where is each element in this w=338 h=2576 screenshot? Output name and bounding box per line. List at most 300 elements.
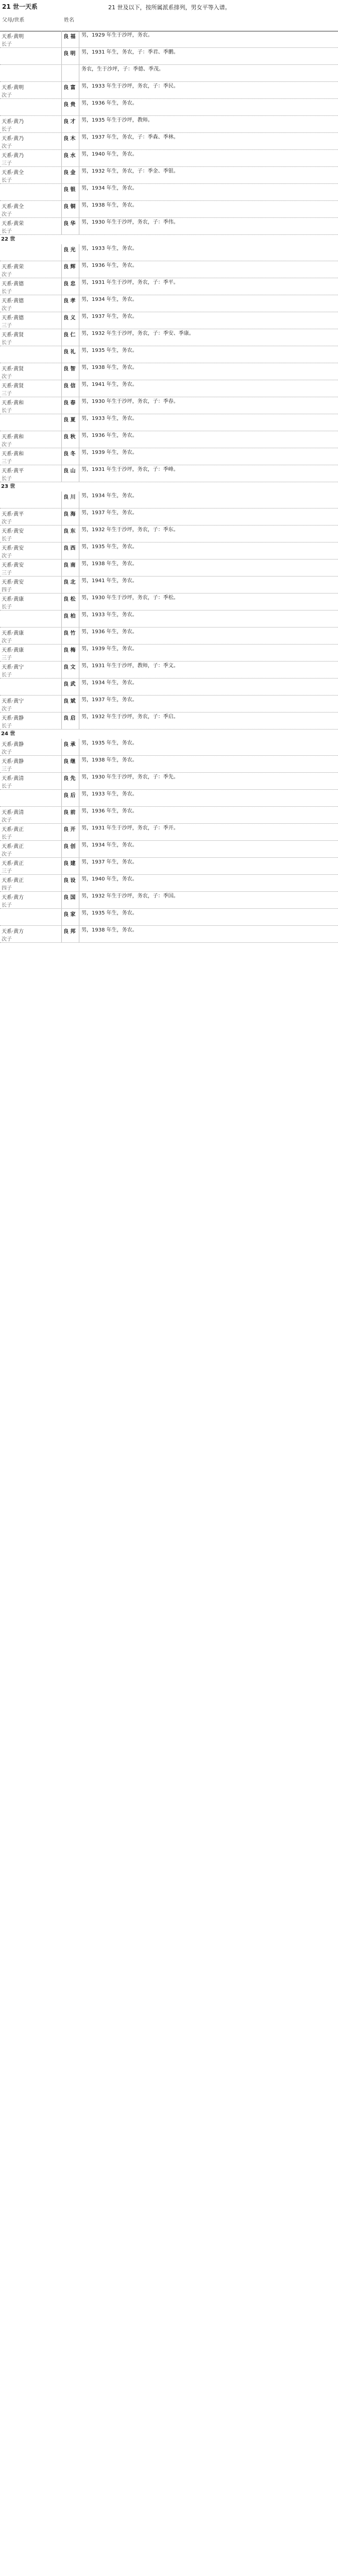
branch-relation: 三子 [2, 161, 12, 166]
branch-cell [0, 926, 62, 942]
branch-cell [0, 201, 62, 217]
member-description: 男，1937 年生，务农。 [81, 697, 138, 703]
member-name: 良 竹 [62, 628, 79, 644]
member-description: 男，1934 年生，务农。 [81, 297, 138, 302]
branch-cell [0, 116, 62, 132]
member-description: 男，1937 年生，务农。 [81, 510, 138, 516]
branch-parent: 天系·黄贤 [2, 332, 24, 338]
branch-relation: 长子 [2, 476, 12, 482]
member-name: 良 孝 [62, 295, 79, 312]
member-description: 男，1938 年生，务农。 [81, 561, 138, 567]
member-name: 良 创 [62, 841, 79, 857]
member-description: 男，1938 年生，务农。 [81, 365, 138, 370]
table-row [0, 926, 338, 943]
branch-cell [0, 679, 62, 695]
branch-parent: 天系·黄静 [2, 742, 24, 748]
member-name: 良 山 [62, 465, 79, 482]
branch-parent: 天系·黄乃 [2, 136, 24, 142]
member-description: 男，1934 年生，务农。 [81, 842, 138, 848]
member-name: 良 前 [62, 807, 79, 823]
table-row [0, 713, 338, 730]
member-name: 良 先 [62, 773, 79, 789]
member-description: 男，1935 年生，务农。 [81, 348, 138, 353]
member-description: 男，1931 年生于沙坪，务农，子：季峰。 [81, 467, 179, 472]
member-name: 良 继 [62, 756, 79, 772]
generation-marker [0, 235, 338, 244]
branch-relation: 次子 [2, 93, 12, 98]
branch-cell [0, 278, 62, 295]
branch-cell [0, 99, 62, 115]
member-name: 良 斌 [62, 696, 79, 712]
branch-parent: 天系·黄宁 [2, 665, 24, 670]
member-name: 良 银 [62, 184, 79, 200]
member-description: 男，1933 年生，务农。 [81, 246, 138, 251]
table-row [0, 218, 338, 235]
generation-label: 21 世一天系 [2, 3, 38, 10]
member-name: 良 仁 [62, 329, 79, 346]
table-row [0, 892, 338, 909]
branch-cell [0, 526, 62, 542]
member-name: 良 武 [62, 679, 79, 695]
branch-cell [0, 824, 62, 840]
member-name: 良 建 [62, 858, 79, 874]
branch-relation: 四子 [2, 886, 12, 891]
branch-cell [0, 509, 62, 525]
table-row [0, 167, 338, 184]
branch-relation: 次子 [2, 852, 12, 857]
branch-relation: 长子 [2, 835, 12, 840]
branch-relation: 长子 [2, 903, 12, 908]
table-row [0, 611, 338, 628]
branch-relation: 三子 [2, 869, 12, 874]
member-name: 良 光 [62, 244, 79, 261]
table-row [0, 543, 338, 560]
branch-relation: 长子 [2, 229, 12, 234]
member-name: 良 贵 [62, 99, 79, 115]
member-name: 良 礼 [62, 346, 79, 363]
member-description: 男，1930 年生于沙坪，务农，子：季松。 [81, 595, 179, 601]
branch-cell [0, 184, 62, 200]
branch-parent: 天系·黄全 [2, 170, 24, 176]
branch-relation: 次子 [2, 638, 12, 644]
table-row [0, 773, 338, 790]
member-name: 良 明 [62, 48, 79, 64]
branch-parent: 天系·黄和 [2, 400, 24, 406]
branch-relation: 次子 [2, 272, 12, 278]
member-description: 男，1933 年生，务农。 [81, 416, 138, 421]
branch-cell [0, 628, 62, 644]
col-branch-header: 父母/世系 [2, 18, 25, 23]
table-row [0, 397, 338, 414]
table-row [0, 244, 338, 261]
branch-relation: 长子 [2, 408, 12, 414]
member-name: 良 辉 [62, 261, 79, 278]
table-row [0, 594, 338, 611]
member-name: 良 承 [62, 739, 79, 755]
branch-cell [0, 841, 62, 857]
member-name: 良 邦 [62, 926, 79, 942]
branch-relation: 长子 [2, 178, 12, 183]
table-row [0, 312, 338, 329]
member-description: 男，1939 年生，务农。 [81, 646, 138, 652]
member-description: 男，1929 年生于沙坪，务农。 [81, 32, 153, 38]
branch-cell [0, 594, 62, 610]
branch-cell [0, 465, 62, 482]
branch-relation: 次子 [2, 374, 12, 380]
member-description: 男，1938 年生，务农。 [81, 757, 138, 763]
branch-parent: 天系·黄静 [2, 716, 24, 721]
branch-parent: 天系·黄方 [2, 929, 24, 935]
branch-parent: 天系·黄宁 [2, 699, 24, 704]
table-row [0, 739, 338, 756]
branch-parent: 天系·黄贤 [2, 366, 24, 372]
member-description: 男，1934 年生，务农。 [81, 185, 138, 191]
member-name: 良 川 [62, 492, 79, 508]
branch-parent: 天系·黄和 [2, 434, 24, 440]
genealogy-table [0, 31, 338, 943]
member-description: 男，1932 年生，务农，子：季金、季银。 [81, 168, 179, 174]
member-description: 男，1937 年生，务农。 [81, 314, 138, 319]
generation-marker [0, 482, 338, 492]
branch-relation: 次子 [2, 937, 12, 942]
member-name: 良 夏 [62, 414, 79, 431]
member-name: 良 忠 [62, 278, 79, 295]
member-description: 男，1931 年生于沙坪，务农，子：季平。 [81, 280, 179, 285]
branch-parent: 天系·黄清 [2, 776, 24, 782]
branch-relation: 三子 [2, 655, 12, 661]
branch-cell [0, 756, 62, 772]
member-description: 男，1930 年生于沙坪，务农，子：季春。 [81, 399, 179, 404]
member-description: 男，1935 年生于沙坪，教师。 [81, 117, 153, 123]
member-description: 男，1933 年生，务农。 [81, 612, 138, 618]
branch-parent: 天系·黄平 [2, 468, 24, 474]
table-row [0, 278, 338, 295]
branch-cell [0, 739, 62, 755]
member-description: 男，1940 年生，务农。 [81, 876, 138, 882]
table-row [0, 99, 338, 116]
branch-relation: 次子 [2, 750, 12, 755]
member-description: 男，1930 年生于沙坪，务农，子：季先。 [81, 774, 179, 780]
member-name: 良 才 [62, 116, 79, 132]
branch-parent: 天系·黄正 [2, 844, 24, 850]
member-name: 良 海 [62, 509, 79, 525]
table-row [0, 509, 338, 526]
table-row [0, 133, 338, 150]
member-description: 男，1936 年生，务农。 [81, 263, 138, 268]
table-row [0, 414, 338, 431]
member-name: 良 信 [62, 380, 79, 397]
branch-relation: 四子 [2, 587, 12, 593]
branch-parent: 天系·黄荣 [2, 221, 24, 227]
member-description: 男，1936 年生，务农。 [81, 808, 138, 814]
branch-relation: 三子 [2, 570, 12, 576]
table-row [0, 329, 338, 346]
member-name: 良 文 [62, 662, 79, 678]
branch-relation: 长子 [2, 42, 12, 47]
table-row [0, 858, 338, 875]
table-row [0, 48, 338, 65]
branch-cell [0, 82, 62, 98]
branch-parent: 天系·黄康 [2, 631, 24, 636]
table-row [0, 31, 338, 48]
member-description: 男，1933 年生，务农。 [81, 791, 138, 797]
member-name: 良 义 [62, 312, 79, 329]
branch-relation: 次子 [2, 306, 12, 312]
branch-cell [0, 346, 62, 363]
member-description: 男，1936 年生，务农。 [81, 433, 138, 438]
member-name: 良 秋 [62, 431, 79, 448]
member-description: 男，1934 年生，务农。 [81, 680, 138, 686]
branch-cell [0, 611, 62, 627]
member-name: 良 东 [62, 526, 79, 542]
table-row [0, 526, 338, 543]
member-description: 男，1933 年生于沙坪，务农，子：季民。 [81, 83, 179, 89]
branch-relation: 长子 [2, 672, 12, 678]
header-note: 21 世及以下，按所属派系排列，男女平等入谱。 [108, 4, 231, 11]
branch-cell [0, 790, 62, 806]
member-name: 良 智 [62, 363, 79, 380]
member-description: 男，1938 年生，务农。 [81, 202, 138, 208]
branch-relation: 次子 [2, 144, 12, 149]
member-description: 男，1940 年生，务农。 [81, 151, 138, 157]
branch-cell [0, 48, 62, 64]
table-row [0, 65, 338, 82]
branch-cell [0, 218, 62, 234]
member-name: 良 金 [62, 167, 79, 183]
table-row [0, 875, 338, 892]
member-name: 良 柏 [62, 611, 79, 627]
generation-marker-label: 22 世 [1, 236, 15, 242]
member-name: 良 后 [62, 790, 79, 806]
branch-parent: 天系·黄和 [2, 451, 24, 457]
branch-relation: 次子 [2, 818, 12, 823]
table-row [0, 824, 338, 841]
member-description: 男，1935 年生，务农。 [81, 544, 138, 550]
branch-parent: 天系·黄安 [2, 580, 24, 585]
branch-cell [0, 261, 62, 278]
table-row [0, 465, 338, 482]
branch-cell [0, 543, 62, 559]
table-row [0, 363, 338, 380]
member-description: 男，1932 年生于沙坪，务农，子：季安、季康。 [81, 331, 194, 336]
member-name: 良 春 [62, 397, 79, 414]
member-description: 男，1939 年生，务农。 [81, 450, 138, 455]
table-row [0, 577, 338, 594]
table-row [0, 841, 338, 858]
member-name: 良 国 [62, 892, 79, 908]
branch-parent: 天系·黄贤 [2, 383, 24, 389]
branch-parent: 天系·黄明 [2, 85, 24, 91]
member-description: 男，1937 年生，务农，子：季森、季林。 [81, 134, 179, 140]
table-row [0, 380, 338, 397]
branch-relation: 长子 [2, 289, 12, 295]
table-row [0, 645, 338, 662]
branch-cell [0, 65, 62, 81]
table-row [0, 807, 338, 824]
branch-cell [0, 150, 62, 166]
branch-cell [0, 577, 62, 593]
table-row [0, 679, 338, 696]
branch-relation: 长子 [2, 127, 12, 132]
member-name: 良 冬 [62, 448, 79, 465]
member-description: 男，1932 年生于沙坪，务农，子：季启。 [81, 714, 179, 720]
member-name: 良 富 [62, 82, 79, 98]
member-description: 男，1934 年生，务农。 [81, 493, 138, 499]
member-name: 良 松 [62, 594, 79, 610]
member-description: 男，1941 年生，务农。 [81, 382, 138, 387]
branch-relation: 次子 [2, 442, 12, 448]
member-name: 良 梅 [62, 645, 79, 661]
page-header [0, 0, 338, 31]
member-name [62, 65, 79, 81]
member-name: 良 水 [62, 150, 79, 166]
branch-relation: 三子 [2, 459, 12, 465]
branch-parent: 天系·黄德 [2, 315, 24, 321]
branch-parent: 天系·黄安 [2, 563, 24, 568]
branch-relation: 长子 [2, 340, 12, 346]
branch-cell [0, 645, 62, 661]
member-description: 男，1941 年生，务农。 [81, 578, 138, 584]
branch-cell [0, 244, 62, 261]
member-description: 男，1931 年生，务农，子：季君、季鹏。 [81, 49, 179, 55]
branch-parent: 天系·黄正 [2, 861, 24, 867]
branch-relation: 次子 [2, 212, 12, 217]
member-name: 良 铜 [62, 201, 79, 217]
table-row [0, 150, 338, 167]
table-row [0, 492, 338, 509]
branch-cell [0, 662, 62, 678]
branch-parent: 天系·黄静 [2, 759, 24, 765]
branch-cell [0, 492, 62, 508]
branch-cell [0, 380, 62, 397]
branch-cell [0, 807, 62, 823]
branch-cell [0, 133, 62, 149]
branch-parent: 天系·黄乃 [2, 153, 24, 159]
branch-parent: 天系·黄康 [2, 597, 24, 602]
table-row [0, 82, 338, 99]
member-name: 良 设 [62, 875, 79, 891]
branch-parent: 天系·黄正 [2, 827, 24, 833]
member-description: 男，1935 年生，务农。 [81, 910, 138, 916]
member-name: 良 福 [62, 31, 79, 47]
branch-parent: 天系·黄清 [2, 810, 24, 816]
table-row [0, 201, 338, 218]
member-description: 男，1935 年生，务农。 [81, 740, 138, 746]
branch-cell [0, 295, 62, 312]
branch-parent: 天系·黄安 [2, 529, 24, 534]
generation-marker-label: 23 世 [1, 484, 15, 489]
branch-relation: 次子 [2, 519, 12, 525]
branch-relation: 三子 [2, 323, 12, 329]
member-name: 良 家 [62, 909, 79, 925]
branch-cell [0, 560, 62, 576]
generation-marker [0, 730, 338, 739]
branch-parent: 天系·黄正 [2, 878, 24, 884]
table-row [0, 295, 338, 312]
member-description: 男，1936 年生，务农。 [81, 629, 138, 635]
table-row [0, 756, 338, 773]
member-description: 男，1932 年生于沙坪，务农，子：季东。 [81, 527, 179, 533]
table-row [0, 431, 338, 448]
branch-relation: 三子 [2, 767, 12, 772]
table-row [0, 560, 338, 577]
branch-cell [0, 363, 62, 380]
table-row [0, 261, 338, 278]
branch-cell [0, 713, 62, 729]
branch-relation: 长子 [2, 536, 12, 542]
branch-cell [0, 696, 62, 712]
branch-cell [0, 312, 62, 329]
branch-parent: 天系·黄方 [2, 895, 24, 901]
branch-cell [0, 414, 62, 431]
branch-parent: 天系·黄安 [2, 546, 24, 551]
branch-relation: 三子 [2, 391, 12, 397]
member-name: 良 启 [62, 713, 79, 729]
member-description: 男，1937 年生，务农。 [81, 859, 138, 865]
branch-cell [0, 858, 62, 874]
branch-cell [0, 397, 62, 414]
col-name-header: 姓名 [64, 18, 74, 23]
table-row [0, 909, 338, 926]
branch-relation: 长子 [2, 784, 12, 789]
branch-cell [0, 909, 62, 925]
member-description: 男，1932 年生于沙坪，务农，子：季国。 [81, 893, 179, 899]
member-name: 良 南 [62, 560, 79, 576]
table-row [0, 662, 338, 679]
generation-marker-label: 24 世 [1, 731, 15, 737]
branch-cell [0, 31, 62, 47]
branch-relation: 次子 [2, 553, 12, 559]
member-name: 良 西 [62, 543, 79, 559]
branch-relation: 次子 [2, 706, 12, 712]
member-description: 男，1936 年生，务农。 [81, 100, 138, 106]
branch-parent: 天系·黄明 [2, 34, 24, 40]
member-name: 良 北 [62, 577, 79, 593]
branch-parent: 天系·黄乃 [2, 119, 24, 125]
branch-cell [0, 773, 62, 789]
table-row [0, 448, 338, 465]
branch-parent: 天系·黄德 [2, 281, 24, 287]
member-name: 良 华 [62, 218, 79, 234]
member-name: 良 开 [62, 824, 79, 840]
branch-cell [0, 448, 62, 465]
table-row [0, 116, 338, 133]
branch-parent: 天系·黄平 [2, 512, 24, 517]
branch-relation: 长子 [2, 723, 12, 729]
branch-cell [0, 892, 62, 908]
member-description: 务农，生于沙坪，子：季德、季茂。 [81, 66, 164, 72]
table-row [0, 696, 338, 713]
branch-cell [0, 875, 62, 891]
table-row [0, 790, 338, 807]
member-description: 男，1938 年生，务农。 [81, 927, 138, 933]
branch-parent: 天系·黄德 [2, 298, 24, 304]
branch-cell [0, 431, 62, 448]
member-description: 男，1931 年生于沙坪，教师，子：季文。 [81, 663, 179, 669]
table-row [0, 346, 338, 363]
table-row [0, 628, 338, 645]
branch-cell [0, 329, 62, 346]
branch-relation: 长子 [2, 604, 12, 610]
member-description: 男，1931 年生于沙坪，务农，子：季开。 [81, 825, 179, 831]
branch-parent: 天系·黄康 [2, 648, 24, 653]
branch-cell [0, 167, 62, 183]
table-row [0, 184, 338, 201]
branch-parent: 天系·黄全 [2, 204, 24, 210]
branch-parent: 天系·黄荣 [2, 264, 24, 270]
member-name: 良 木 [62, 133, 79, 149]
member-description: 男，1930 年生于沙坪，务农，子：季伟。 [81, 219, 179, 225]
